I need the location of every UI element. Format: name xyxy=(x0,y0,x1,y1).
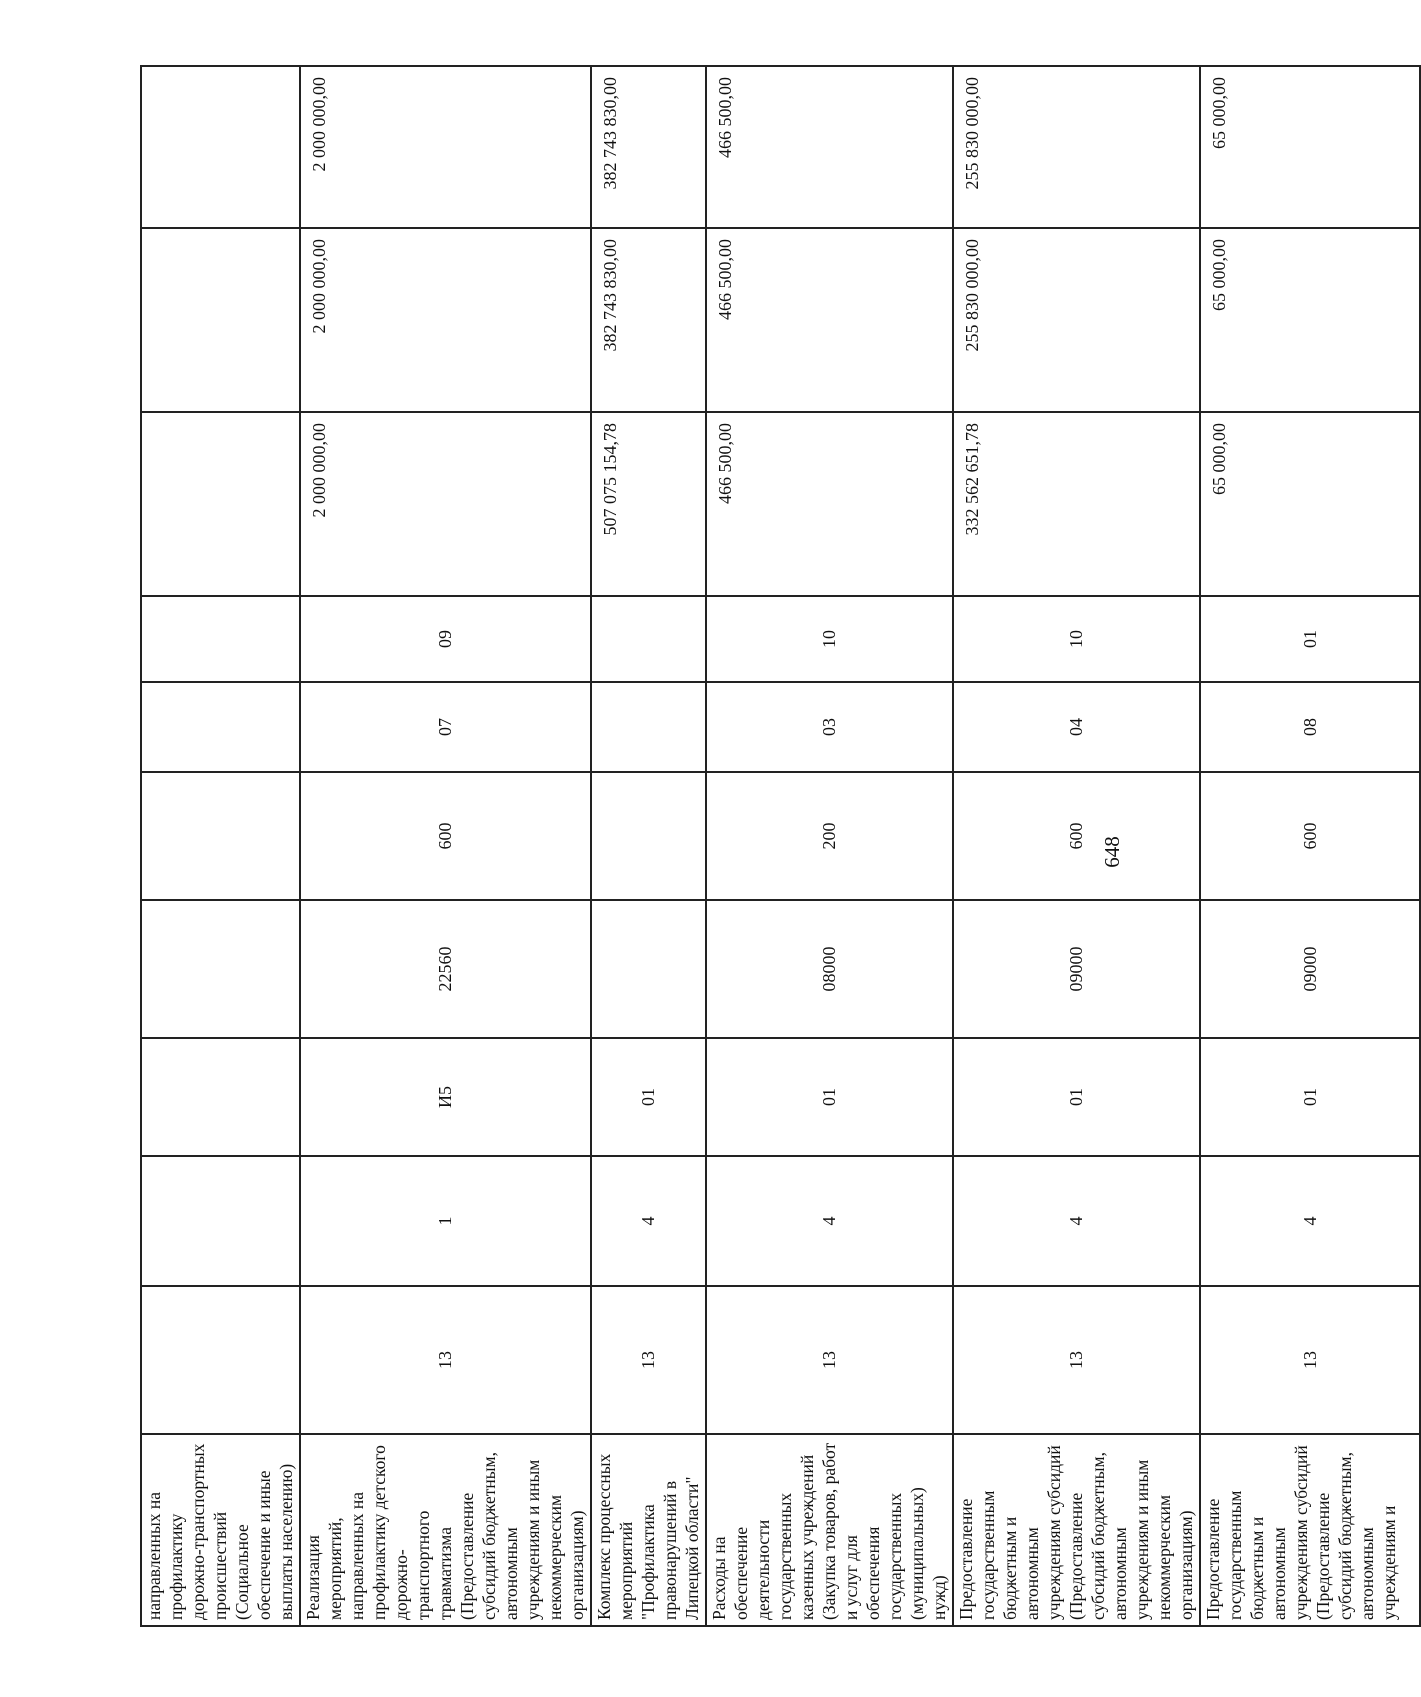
amount-cell: 466 500,00 xyxy=(706,66,953,228)
amount-cell: 466 500,00 xyxy=(706,228,953,412)
code-cell xyxy=(591,772,706,900)
amount-cell: 382 743 830,00 xyxy=(591,228,706,412)
code-cell: 13 xyxy=(953,1286,1200,1434)
table-row xyxy=(300,66,591,1626)
budget-table xyxy=(140,65,1421,1627)
code-cell: 09000 xyxy=(1200,900,1420,1038)
code-cell: 4 xyxy=(591,1156,706,1286)
code-cell: 4 xyxy=(953,1156,1200,1286)
amount-cell: 507 075 154,78 xyxy=(591,412,706,596)
code-cell: 600 xyxy=(300,772,591,900)
code-cell: И5 xyxy=(300,1038,591,1156)
code-cell xyxy=(141,596,300,682)
amount-cell: 255 830 000,00 xyxy=(953,66,1200,228)
code-cell: 600 xyxy=(1200,772,1420,900)
code-cell: 01 xyxy=(953,1038,1200,1156)
row-name: Предоставление государственным бюджетным и автономным учреждениям субсидий (Предоставление субсидий бюджетным, автономным учреждениям и иным некоммерческим организациям) xyxy=(953,1434,1200,1626)
row-name: Предоставление государственным бюджетным и автономным учреждениям субсидий (Предоставление субсидий бюджетным, автономным учреждениям и xyxy=(1200,1434,1420,1626)
code-cell: 13 xyxy=(1200,1286,1420,1434)
code-cell: 01 xyxy=(1200,596,1420,682)
page-number: 648 xyxy=(1100,836,1124,868)
row-name: направленных на профилактику дорожно-транспортных происшествий (Социальное обеспечение и иные выплаты населению) xyxy=(141,1434,300,1626)
amount-cell: 332 562 651,78 xyxy=(953,412,1200,596)
amount-cell xyxy=(141,228,300,412)
code-cell: 13 xyxy=(300,1286,591,1434)
code-cell: 10 xyxy=(706,596,953,682)
row-name: Реализация мероприятий, направленных на профилактику детского дорожно-транспортного травматизма (Предоставление субсидий бюджетным, автономным учреждениям и иным некоммерческим организациям) xyxy=(300,1434,591,1626)
amount-cell: 2 000 000,00 xyxy=(300,66,591,228)
code-cell xyxy=(141,1286,300,1434)
code-cell: 13 xyxy=(591,1286,706,1434)
amount-cell: 2 000 000,00 xyxy=(300,228,591,412)
row-name: Комплекс процессных мероприятий "Профилактика правонарушений в Липецкой области" xyxy=(591,1434,706,1626)
code-cell: 08 xyxy=(1200,682,1420,772)
code-cell xyxy=(591,682,706,772)
code-cell: 10 xyxy=(953,596,1200,682)
code-cell xyxy=(591,596,706,682)
amount-cell xyxy=(141,66,300,228)
code-cell: 09000 xyxy=(953,900,1200,1038)
code-cell: 07 xyxy=(300,682,591,772)
table-row xyxy=(706,66,953,1626)
code-cell xyxy=(141,682,300,772)
amount-cell: 65 000,00 xyxy=(1200,66,1420,228)
code-cell: 01 xyxy=(591,1038,706,1156)
code-cell: 01 xyxy=(706,1038,953,1156)
code-cell: 22560 xyxy=(300,900,591,1038)
code-cell xyxy=(141,772,300,900)
code-cell: 03 xyxy=(706,682,953,772)
row-name: Расходы на обеспечение деятельности государственных казенных учреждений (Закупка товаров, работ и услуг для обеспечения государственных (муниципальных) нужд) xyxy=(706,1434,953,1626)
code-cell: 200 xyxy=(706,772,953,900)
code-cell xyxy=(141,900,300,1038)
table-row xyxy=(591,66,706,1626)
amount-cell: 466 500,00 xyxy=(706,412,953,596)
amount-cell: 65 000,00 xyxy=(1200,228,1420,412)
amount-cell xyxy=(141,412,300,596)
amount-cell: 2 000 000,00 xyxy=(300,412,591,596)
code-cell: 4 xyxy=(706,1156,953,1286)
code-cell: 1 xyxy=(300,1156,591,1286)
code-cell xyxy=(141,1156,300,1286)
code-cell: 13 xyxy=(706,1286,953,1434)
code-cell: 09 xyxy=(300,596,591,682)
amount-cell: 255 830 000,00 xyxy=(953,228,1200,412)
table-row xyxy=(1200,66,1420,1626)
table-row xyxy=(953,66,1200,1626)
amount-cell: 382 743 830,00 xyxy=(591,66,706,228)
code-cell: 04 xyxy=(953,682,1200,772)
code-cell: 08000 xyxy=(706,900,953,1038)
code-cell xyxy=(591,900,706,1038)
amount-cell: 65 000,00 xyxy=(1200,412,1420,596)
code-cell xyxy=(141,1038,300,1156)
code-cell: 600 xyxy=(953,772,1200,900)
table-row xyxy=(141,66,300,1626)
code-cell: 01 xyxy=(1200,1038,1420,1156)
code-cell: 4 xyxy=(1200,1156,1420,1286)
